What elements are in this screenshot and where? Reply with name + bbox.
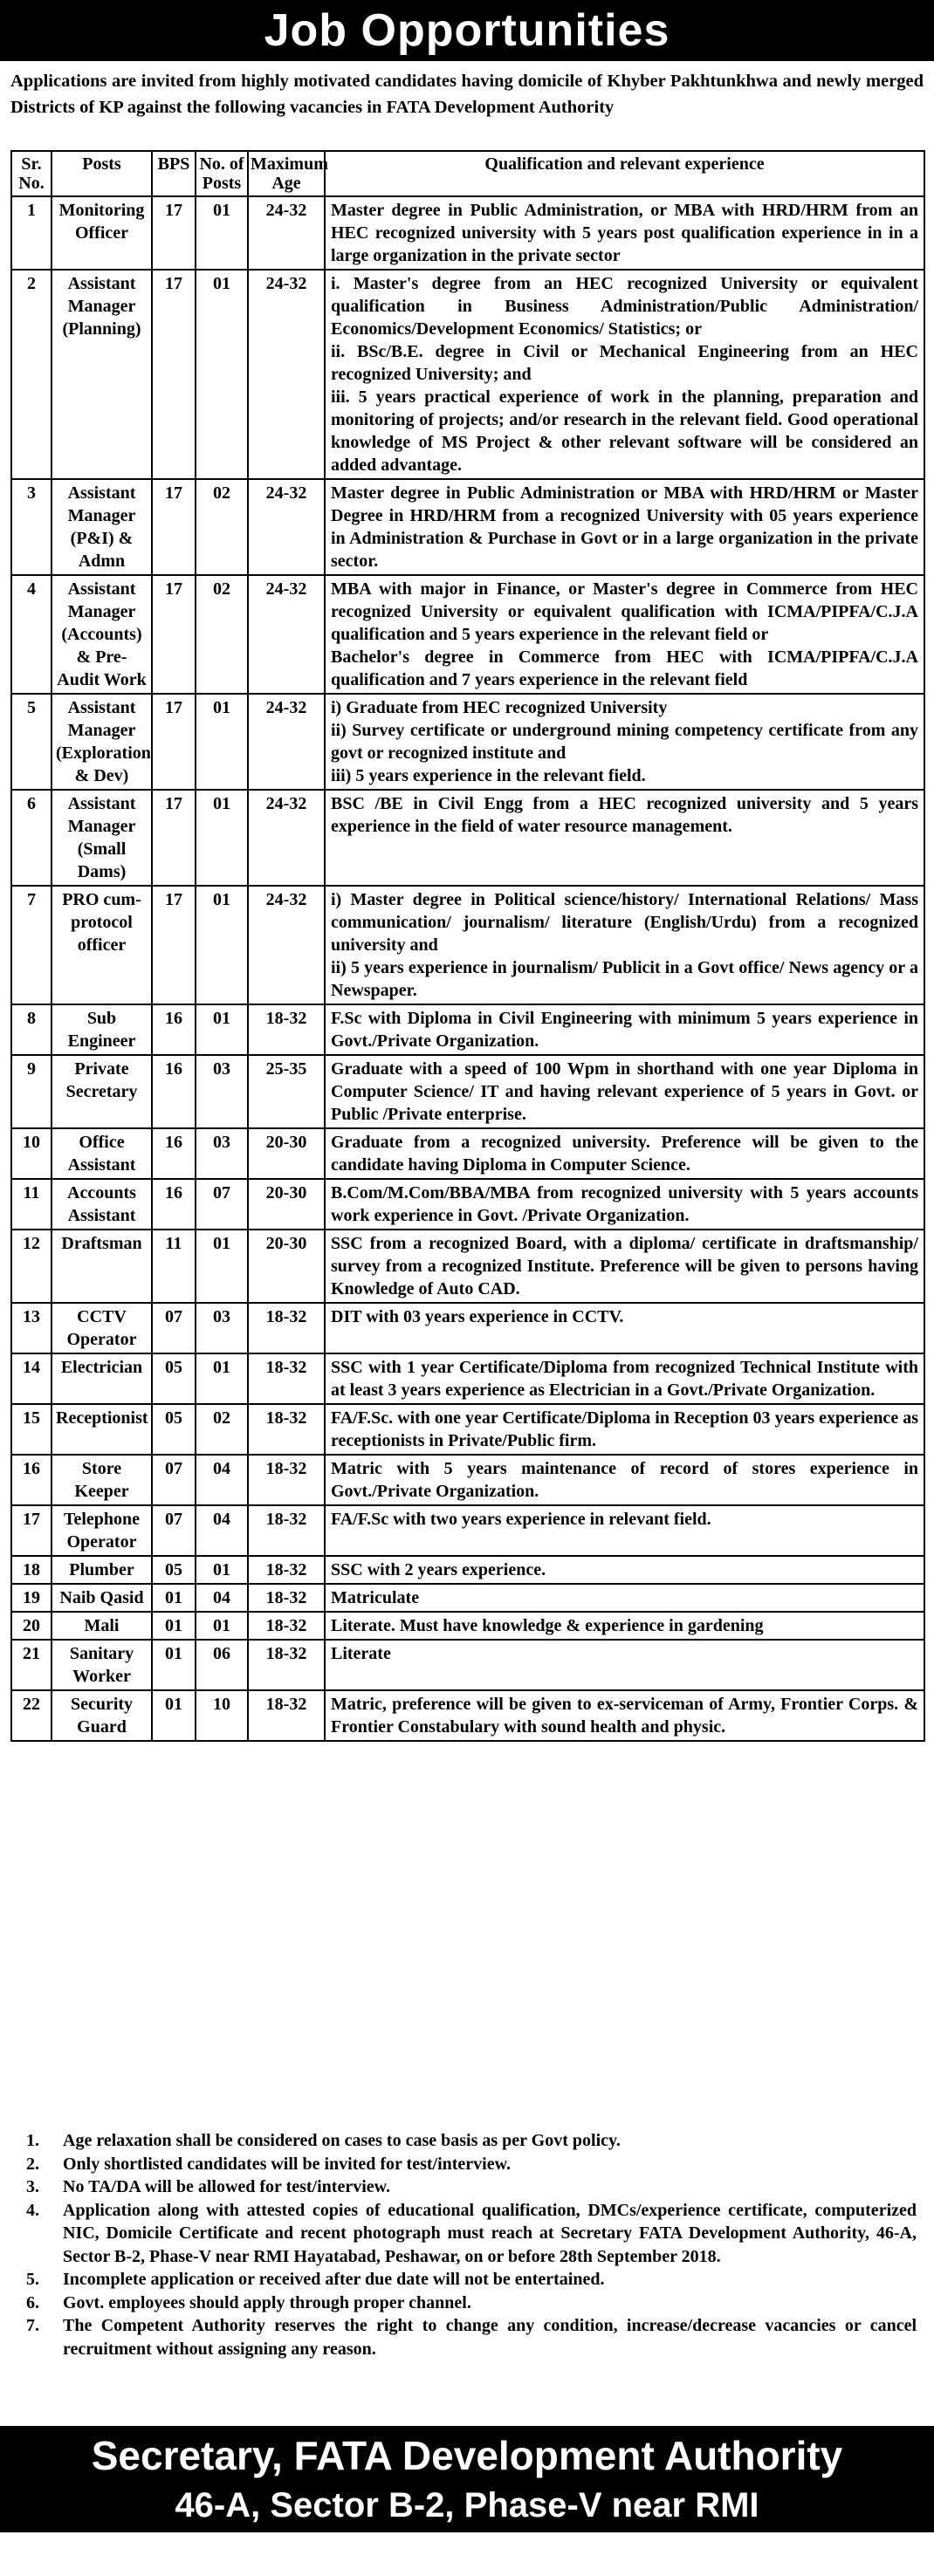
cell-qualification	[325, 790, 924, 886]
cell-no-of-posts: 02	[196, 575, 248, 694]
cell-bps: 01	[152, 1612, 196, 1640]
cell-post: Assistant Manager (Small Dams)	[52, 790, 152, 886]
cell-sr-no: 18	[11, 1556, 52, 1584]
cell-sr-no: 6	[11, 790, 52, 886]
cell-post: Telephone Operator	[52, 1505, 152, 1556]
cell-sr-no: 2	[11, 270, 52, 479]
note-text: No TA/DA will be allowed for test/interview.	[63, 2177, 390, 2196]
table-row	[11, 1455, 924, 1505]
cell-maximum-age: 24-32	[248, 886, 325, 1004]
table-row	[11, 1230, 924, 1303]
cell-qualification	[325, 1055, 924, 1128]
cell-maximum-age: 24-32	[248, 479, 325, 575]
cell-bps: 16	[152, 1128, 196, 1179]
table-row	[11, 1179, 924, 1230]
cell-bps: 07	[152, 1505, 196, 1556]
cell-sr-no: 14	[11, 1353, 52, 1404]
note-text: Govt. employees should apply through proper channel.	[63, 2292, 471, 2312]
cell-bps: 17	[152, 790, 196, 886]
page-title: Job Opportunities	[264, 5, 670, 56]
qualification-line: FA/F.Sc with two years experience in relevant field.	[331, 1510, 711, 1529]
cell-qualification	[325, 1612, 924, 1640]
cell-no-of-posts: 01	[196, 270, 248, 479]
cell-bps: 17	[152, 694, 196, 790]
cell-post: Naib Qasid	[52, 1584, 152, 1612]
cell-post: Security Guard	[52, 1690, 152, 1741]
cell-sr-no: 4	[11, 575, 52, 694]
vacancies-table	[10, 150, 925, 1742]
cell-bps: 01	[152, 1690, 196, 1741]
qualification-line: Graduate from a recognized university. Preference will be given to the candidate having Diploma in Computer Science.	[331, 1133, 918, 1175]
cell-sr-no: 16	[11, 1455, 52, 1505]
cell-sr-no: 21	[11, 1640, 52, 1690]
cell-qualification	[325, 1230, 924, 1303]
note-text: Incomplete application or received after due date will not be entertained.	[63, 2270, 605, 2289]
qualification-line: Literate	[331, 1644, 391, 1663]
cell-post: Draftsman	[52, 1230, 152, 1303]
cell-no-of-posts: 03	[196, 1303, 248, 1353]
footer-banner	[0, 2426, 934, 2572]
cell-bps: 07	[152, 1455, 196, 1505]
table-body	[11, 196, 924, 1741]
cell-post: PRO cum-protocol officer	[52, 886, 152, 1004]
qualification-line: SSC with 2 years experience.	[331, 1560, 546, 1579]
qualification-line: MBA with major in Finance, or Master's degree in Commerce from HEC recognized University or equivalent qualification with ICMA/PIPFA/C.J.A qualification and 5 years experience in the relevant field or	[331, 579, 918, 644]
footer-authority: Secretary, FATA Development Authority	[91, 2433, 843, 2478]
cell-qualification	[325, 1556, 924, 1584]
vacancies-table-wrap	[10, 150, 924, 1742]
qualification-line: FA/F.Sc. with one year Certificate/Diploma in Reception 03 years experience as receptionists in Private/Public firm.	[331, 1408, 918, 1450]
cell-maximum-age: 18-32	[248, 1612, 325, 1640]
cell-no-of-posts: 01	[196, 886, 248, 1004]
qualification-line: i) Graduate from HEC recognized University	[331, 698, 668, 717]
qualification-line: ii) Survey certificate or underground mining competency certificate from any govt or recognized institute and	[331, 721, 918, 763]
cell-sr-no: 12	[11, 1230, 52, 1303]
cell-no-of-posts: 01	[196, 790, 248, 886]
cell-maximum-age: 18-32	[248, 1690, 325, 1741]
cell-sr-no: 20	[11, 1612, 52, 1640]
cell-maximum-age: 18-32	[248, 1556, 325, 1584]
cell-qualification	[325, 479, 924, 575]
cell-qualification	[325, 1303, 924, 1353]
cell-bps: 07	[152, 1303, 196, 1353]
cell-qualification	[325, 694, 924, 790]
cell-bps: 01	[152, 1640, 196, 1690]
cell-sr-no: 5	[11, 694, 52, 790]
header-no-of-posts: No. of Posts	[196, 151, 248, 196]
cell-maximum-age: 18-32	[248, 1584, 325, 1612]
cell-post: Sub Engineer	[52, 1004, 152, 1055]
qualification-line: Master degree in Public Administration or MBA with HRD/HRM or Master Degree in HRD/HRM from a recognized University with 05 years experience in Administration & Purchase in Govt or in a large organization in the private sector.	[331, 483, 918, 571]
header-sr-no: Sr. No.	[11, 151, 52, 196]
cell-bps: 17	[152, 196, 196, 270]
cell-sr-no: 15	[11, 1404, 52, 1455]
table-row	[11, 790, 924, 886]
cell-maximum-age: 24-32	[248, 196, 325, 270]
cell-bps: 16	[152, 1004, 196, 1055]
cell-bps: 16	[152, 1179, 196, 1230]
note-item	[10, 2153, 924, 2176]
cell-no-of-posts: 03	[196, 1055, 248, 1128]
cell-bps: 05	[152, 1404, 196, 1455]
qualification-line: Matric, preference will be given to ex-serviceman of Army, Frontier Corps. & Frontier Constabulary with sound health and physic.	[331, 1695, 918, 1737]
cell-no-of-posts: 04	[196, 1505, 248, 1556]
qualification-line: ii) 5 years experience in journalism/ Publicit in a Govt office/ News agency or a Newspaper.	[331, 958, 918, 1000]
qualification-line: Bachelor's degree in Commerce from HEC with ICMA/PIPFA/C.J.A qualification and 7 years experience in the relevant field	[331, 647, 918, 689]
cell-bps: 17	[152, 270, 196, 479]
qualification-line: B.Com/M.Com/BBA/MBA from recognized university with 5 years accounts work experience in Govt. /Private Organization.	[331, 1183, 918, 1225]
cell-maximum-age: 24-32	[248, 270, 325, 479]
cell-qualification	[325, 1179, 924, 1230]
cell-no-of-posts: 01	[196, 1353, 248, 1404]
cell-bps: 17	[152, 575, 196, 694]
note-item	[10, 2292, 924, 2315]
table-row	[11, 1353, 924, 1404]
table-row	[11, 479, 924, 575]
qualification-line: F.Sc with Diploma in Civil Engineering with minimum 5 years experience in Govt./Private Organization.	[331, 1009, 918, 1051]
table-header-row	[11, 151, 924, 196]
note-text: The Competent Authority reserves the right to change any condition, increase/decrease vacancies or cancel recruitment without assigning any reason.	[63, 2316, 917, 2359]
cell-sr-no: 22	[11, 1690, 52, 1741]
cell-bps: 05	[152, 1556, 196, 1584]
cell-no-of-posts: 07	[196, 1179, 248, 1230]
note-text: Application along with attested copies of educational qualification, DMCs/experience certificate, computerized NIC, Domicile Certificate and recent photograph must reach at Secretary FATA Development Authority, 46-A, Sector B-2, Phase-V near RMI Hayatabad, Peshawar, on or before 28th September 2018.	[63, 2200, 917, 2266]
qualification-line: Master degree in Public Administration, or MBA with HRD/HRM from an HEC recognized university with 5 years post qualification experience in in a large organization in the private sector	[331, 201, 918, 265]
header-maximum-age: Maximum Age	[248, 151, 325, 196]
cell-sr-no: 17	[11, 1505, 52, 1556]
cell-post: Assistant Manager (P&I) & Admn	[52, 479, 152, 575]
cell-no-of-posts: 02	[196, 479, 248, 575]
cell-bps: 11	[152, 1230, 196, 1303]
cell-no-of-posts: 01	[196, 1612, 248, 1640]
qualification-line: BSC /BE in Civil Engg from a HEC recognized university and 5 years experience in the field of water resource management.	[331, 794, 918, 836]
cell-maximum-age: 18-32	[248, 1640, 325, 1690]
cell-maximum-age: 18-32	[248, 1303, 325, 1353]
qualification-line: iii. 5 years practical experience of work in the planning, preparation and monitoring of projects; and/or research in the relevant field. Good operational knowledge of MS Project & other relevant software will be considered an added advantage.	[331, 387, 918, 475]
qualification-line: Literate. Must have knowledge & experience in gardening	[331, 1616, 764, 1635]
cell-qualification	[325, 1690, 924, 1741]
cell-no-of-posts: 04	[196, 1584, 248, 1612]
cell-post: Private Secretary	[52, 1055, 152, 1128]
table-row	[11, 270, 924, 479]
cell-no-of-posts: 03	[196, 1128, 248, 1179]
cell-maximum-age: 20-30	[248, 1179, 325, 1230]
cell-qualification	[325, 196, 924, 270]
cell-no-of-posts: 04	[196, 1455, 248, 1505]
cell-sr-no: 11	[11, 1179, 52, 1230]
note-number: 1.	[26, 2131, 39, 2150]
cell-post: Electrician	[52, 1353, 152, 1404]
cell-qualification	[325, 1404, 924, 1455]
cell-sr-no: 9	[11, 1055, 52, 1128]
cell-maximum-age: 20-30	[248, 1230, 325, 1303]
table-row	[11, 1055, 924, 1128]
cell-qualification	[325, 886, 924, 1004]
cell-maximum-age: 18-32	[248, 1004, 325, 1055]
note-number: 2.	[26, 2154, 39, 2174]
cell-post: Assistant Manager (Planning)	[52, 270, 152, 479]
cell-post: Assistant Manager (Exploration & Dev)	[52, 694, 152, 790]
qualification-line: iii) 5 years experience in the relevant field.	[331, 766, 646, 785]
qualification-line: Graduate with a speed of 100 Wpm in shorthand with one year Diploma in Computer Science/ IT and having relevant experience of 5 years in Govt. or Public /Private enterprise.	[331, 1059, 918, 1124]
cell-sr-no: 10	[11, 1128, 52, 1179]
cell-qualification	[325, 1455, 924, 1505]
qualification-line: SSC from a recognized Board, with a diploma/ certificate in draftsmanship/ survey from a recognized Institute. Preference will be given to persons having Knowledge of Auto CAD.	[331, 1234, 918, 1298]
note-item	[10, 2129, 924, 2153]
cell-maximum-age: 24-32	[248, 575, 325, 694]
cell-post: Receptionist	[52, 1404, 152, 1455]
table-row	[11, 1556, 924, 1584]
cell-qualification	[325, 270, 924, 479]
cell-post: CCTV Operator	[52, 1303, 152, 1353]
note-item	[10, 2268, 924, 2292]
header-qualification: Qualification and relevant experience	[325, 151, 924, 196]
cell-sr-no: 3	[11, 479, 52, 575]
cell-sr-no: 8	[11, 1004, 52, 1055]
cell-no-of-posts: 01	[196, 1004, 248, 1055]
table-row	[11, 1584, 924, 1612]
note-number: 3.	[26, 2177, 39, 2196]
cell-maximum-age: 24-32	[248, 694, 325, 790]
qualification-line: i. Master's degree from an HEC recognized University or equivalent qualification in Business Administration/Public Administration/ Economics/Development Economics/ Statistics; or	[331, 274, 918, 339]
cell-no-of-posts: 02	[196, 1404, 248, 1455]
notes-list	[10, 2129, 924, 2360]
qualification-line: Matriculate	[331, 1588, 420, 1607]
cell-bps: 17	[152, 479, 196, 575]
cell-no-of-posts: 01	[196, 1556, 248, 1584]
cell-qualification	[325, 1584, 924, 1612]
cell-qualification	[325, 1640, 924, 1690]
table-row	[11, 886, 924, 1004]
note-number: 6.	[26, 2292, 39, 2312]
intro-paragraph: Applications are invited from highly motivated candidates having domicile of Khyber Pakhtunkhwa and newly merged Districts of KP against the following vacancies in FATA Development Authority	[10, 72, 924, 117]
table-row	[11, 1404, 924, 1455]
cell-no-of-posts: 10	[196, 1690, 248, 1741]
cell-post: Store Keeper	[52, 1455, 152, 1505]
cell-qualification	[325, 1353, 924, 1404]
table-row	[11, 1004, 924, 1055]
cell-sr-no: 7	[11, 886, 52, 1004]
header-posts: Posts	[52, 151, 152, 196]
cell-maximum-age: 20-30	[248, 1128, 325, 1179]
cell-maximum-age: 18-32	[248, 1455, 325, 1505]
cell-bps: 17	[152, 886, 196, 1004]
table-row	[11, 575, 924, 694]
cell-no-of-posts: 06	[196, 1640, 248, 1690]
cell-sr-no: 1	[11, 196, 52, 270]
note-item	[10, 2314, 924, 2360]
cell-sr-no: 19	[11, 1584, 52, 1612]
table-row	[11, 1505, 924, 1556]
cell-post: Office Assistant	[52, 1128, 152, 1179]
cell-sr-no: 13	[11, 1303, 52, 1353]
note-number: 7.	[26, 2316, 39, 2335]
note-text: Only shortlisted candidates will be invited for test/interview.	[63, 2154, 511, 2174]
table-row	[11, 1612, 924, 1640]
cell-qualification	[325, 1004, 924, 1055]
cell-maximum-age: 25-35	[248, 1055, 325, 1128]
qualification-line: ii. BSc/B.E. degree in Civil or Mechanical Engineering from an HEC recognized University; and	[331, 342, 918, 384]
cell-post: Assistant Manager (Accounts) & Pre-Audit Work	[52, 575, 152, 694]
cell-post: Sanitary Worker	[52, 1640, 152, 1690]
qualification-line: DIT with 03 years experience in CCTV.	[331, 1307, 624, 1326]
cell-no-of-posts: 01	[196, 1230, 248, 1303]
table-row	[11, 694, 924, 790]
cell-qualification	[325, 1128, 924, 1179]
note-item	[10, 2175, 924, 2199]
table-row	[11, 1303, 924, 1353]
cell-post: Accounts Assistant	[52, 1179, 152, 1230]
header-bps: BPS	[152, 151, 196, 196]
table-row	[11, 1690, 924, 1741]
cell-maximum-age: 18-32	[248, 1404, 325, 1455]
cell-post: Plumber	[52, 1556, 152, 1584]
note-number: 4.	[26, 2200, 39, 2220]
cell-no-of-posts: 01	[196, 196, 248, 270]
cell-bps: 16	[152, 1055, 196, 1128]
cell-bps: 01	[152, 1584, 196, 1612]
table-row	[11, 1128, 924, 1179]
note-item	[10, 2199, 924, 2269]
cell-maximum-age: 18-32	[248, 1353, 325, 1404]
title-banner	[0, 0, 934, 61]
cell-post: Mali	[52, 1612, 152, 1640]
qualification-line: SSC with 1 year Certificate/Diploma from recognized Technical Institute with at least 3 years experience as Electrician in a Govt./Private Organization.	[331, 1358, 918, 1400]
note-number: 5.	[26, 2270, 39, 2289]
footer-address: 46-A, Sector B-2, Phase-V near RMI HayatabadPeshawar.	[175, 2486, 759, 2572]
cell-qualification	[325, 1505, 924, 1556]
table-row	[11, 196, 924, 270]
cell-maximum-age: 24-32	[248, 790, 325, 886]
cell-qualification	[325, 575, 924, 694]
cell-no-of-posts: 01	[196, 694, 248, 790]
cell-bps: 05	[152, 1353, 196, 1404]
table-row	[11, 1640, 924, 1690]
cell-post: Monitoring Officer	[52, 196, 152, 270]
qualification-line: i) Master degree in Political science/history/ International Relations/ Mass communication/ journalism/ literature (English/Urdu) from a recognized university and	[331, 890, 918, 955]
qualification-line: Matric with 5 years maintenance of record of stores experience in Govt./Private Organization.	[331, 1459, 918, 1501]
cell-maximum-age: 18-32	[248, 1505, 325, 1556]
note-text: Age relaxation shall be considered on cases to case basis as per Govt policy.	[63, 2131, 621, 2150]
